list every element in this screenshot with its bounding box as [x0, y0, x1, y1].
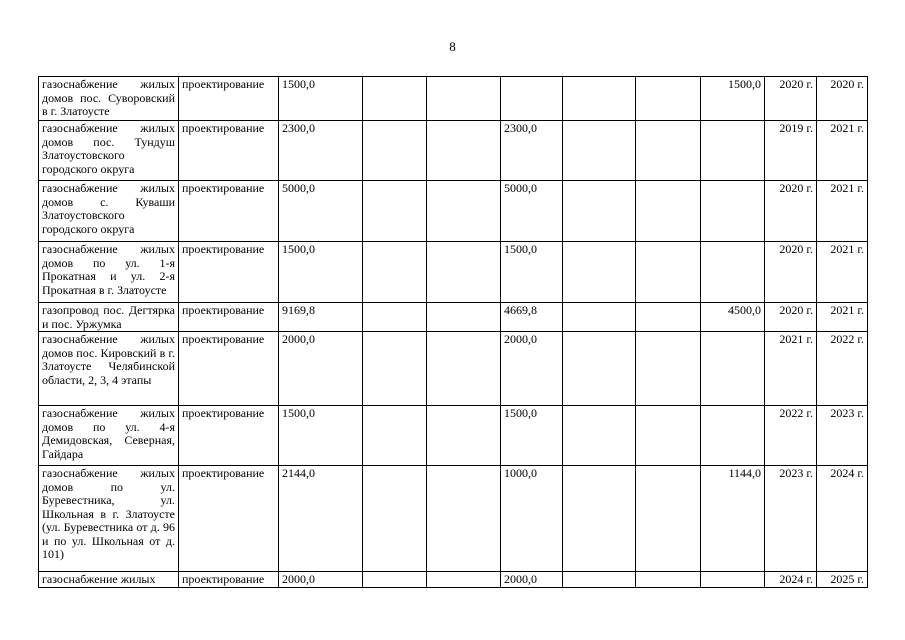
cell-stage: проектирование — [179, 181, 279, 242]
cell-total: 2000,0 — [279, 572, 363, 588]
cell-total: 5000,0 — [279, 181, 363, 242]
cell-name: газопровод пос. Дегтярка и пос. Уржумка — [39, 303, 179, 332]
cell-name: газоснабжение жилых домов пос. Кировский в г. Златоусте Челябинской области, 2, 3, 4 этапы — [39, 332, 179, 406]
cell-y2 — [427, 242, 501, 303]
cell-y1 — [363, 332, 427, 406]
cell-total: 1500,0 — [279, 77, 363, 121]
cell-y5 — [636, 572, 701, 588]
cell-y2 — [427, 181, 501, 242]
cell-y4 — [563, 572, 636, 588]
cell-y5 — [636, 303, 701, 332]
table-row — [39, 303, 868, 332]
cell-y2 — [427, 572, 501, 588]
cell-start-year: 2020 г. — [765, 181, 817, 242]
cell-y4 — [563, 332, 636, 406]
cell-stage: проектирование — [179, 332, 279, 406]
cell-y4 — [563, 242, 636, 303]
cell-y6 — [701, 406, 765, 466]
cell-stage: проектирование — [179, 572, 279, 588]
cell-end-year: 2021 г. — [817, 121, 868, 181]
cell-y5 — [636, 406, 701, 466]
cell-y4 — [563, 303, 636, 332]
cell-y2 — [427, 406, 501, 466]
cell-y3: 2000,0 — [501, 332, 563, 406]
cell-stage: проектирование — [179, 77, 279, 121]
cell-y3 — [501, 77, 563, 121]
page-number: 8 — [449, 39, 456, 54]
cell-y1 — [363, 466, 427, 572]
table-row — [39, 406, 868, 466]
cell-end-year: 2024 г. — [817, 466, 868, 572]
cell-y5 — [636, 121, 701, 181]
cell-y1 — [363, 121, 427, 181]
cell-y6 — [701, 121, 765, 181]
cell-y3: 5000,0 — [501, 181, 563, 242]
cell-y6: 1500,0 — [701, 77, 765, 121]
cell-y5 — [636, 466, 701, 572]
table-row — [39, 332, 868, 406]
cell-y2 — [427, 303, 501, 332]
cell-end-year: 2021 г. — [817, 181, 868, 242]
cell-y4 — [563, 466, 636, 572]
cell-y1 — [363, 406, 427, 466]
cell-total: 1500,0 — [279, 242, 363, 303]
cell-start-year: 2024 г. — [765, 572, 817, 588]
cell-start-year: 2020 г. — [765, 303, 817, 332]
cell-stage: проектирование — [179, 406, 279, 466]
cell-start-year: 2021 г. — [765, 332, 817, 406]
cell-y6 — [701, 332, 765, 406]
cell-y5 — [636, 332, 701, 406]
cell-y6: 4500,0 — [701, 303, 765, 332]
table-row — [39, 121, 868, 181]
table-row — [39, 181, 868, 242]
cell-y5 — [636, 77, 701, 121]
cell-end-year: 2023 г. — [817, 406, 868, 466]
cell-total: 2144,0 — [279, 466, 363, 572]
table-row — [39, 242, 868, 303]
cell-start-year: 2023 г. — [765, 466, 817, 572]
cell-stage: проектирование — [179, 466, 279, 572]
cell-stage: проектирование — [179, 121, 279, 181]
cell-name: газоснабжение жилых домов по ул. 4-я Демидовская, Северная, Гайдара — [39, 406, 179, 466]
cell-y3: 1500,0 — [501, 242, 563, 303]
cell-total: 1500,0 — [279, 406, 363, 466]
cell-y3: 2300,0 — [501, 121, 563, 181]
cell-y4 — [563, 181, 636, 242]
cell-y6: 1144,0 — [701, 466, 765, 572]
cell-total: 9169,8 — [279, 303, 363, 332]
cell-y3: 1500,0 — [501, 406, 563, 466]
cell-stage: проектирование — [179, 303, 279, 332]
cell-y1 — [363, 77, 427, 121]
cell-total: 2000,0 — [279, 332, 363, 406]
cell-y1 — [363, 242, 427, 303]
table-row — [39, 572, 868, 588]
cell-name: газоснабжение жилых домов пос. Суворовский в г. Златоусте — [39, 77, 179, 121]
cell-start-year: 2019 г. — [765, 121, 817, 181]
cell-y6 — [701, 181, 765, 242]
cell-end-year: 2021 г. — [817, 303, 868, 332]
cell-end-year: 2025 г. — [817, 572, 868, 588]
cell-y1 — [363, 181, 427, 242]
cell-y5 — [636, 242, 701, 303]
cell-y6 — [701, 572, 765, 588]
cell-start-year: 2020 г. — [765, 242, 817, 303]
data-table — [38, 76, 868, 588]
cell-name: газоснабжение жилых домов по ул. Буревестника, ул. Школьная в г. Златоусте (ул. Буревестника от д. 96 и по ул. Школьная от д. 101) — [39, 466, 179, 572]
cell-total: 2300,0 — [279, 121, 363, 181]
cell-start-year: 2020 г. — [765, 77, 817, 121]
cell-end-year: 2021 г. — [817, 242, 868, 303]
cell-y2 — [427, 332, 501, 406]
cell-name: газоснабжение жилых домов пос. Тундуш Златоустовского городского округа — [39, 121, 179, 181]
cell-end-year: 2020 г. — [817, 77, 868, 121]
cell-name: газоснабжение жилых — [39, 572, 179, 588]
cell-y4 — [563, 77, 636, 121]
table-row — [39, 77, 868, 121]
cell-name: газоснабжение жилых домов по ул. 1-я Прокатная и ул. 2-я Прокатная в г. Златоусте — [39, 242, 179, 303]
cell-y5 — [636, 181, 701, 242]
cell-y2 — [427, 77, 501, 121]
cell-y4 — [563, 406, 636, 466]
table-row — [39, 466, 868, 572]
cell-y3: 4669,8 — [501, 303, 563, 332]
cell-y4 — [563, 121, 636, 181]
cell-y2 — [427, 121, 501, 181]
table-body — [39, 77, 868, 588]
cell-y2 — [427, 466, 501, 572]
cell-stage: проектирование — [179, 242, 279, 303]
cell-y1 — [363, 572, 427, 588]
cell-name: газоснабжение жилых домов с. Куваши Златоустовского городского округа — [39, 181, 179, 242]
cell-end-year: 2022 г. — [817, 332, 868, 406]
cell-start-year: 2022 г. — [765, 406, 817, 466]
cell-y6 — [701, 242, 765, 303]
cell-y3: 2000,0 — [501, 572, 563, 588]
cell-y3: 1000,0 — [501, 466, 563, 572]
cell-y1 — [363, 303, 427, 332]
